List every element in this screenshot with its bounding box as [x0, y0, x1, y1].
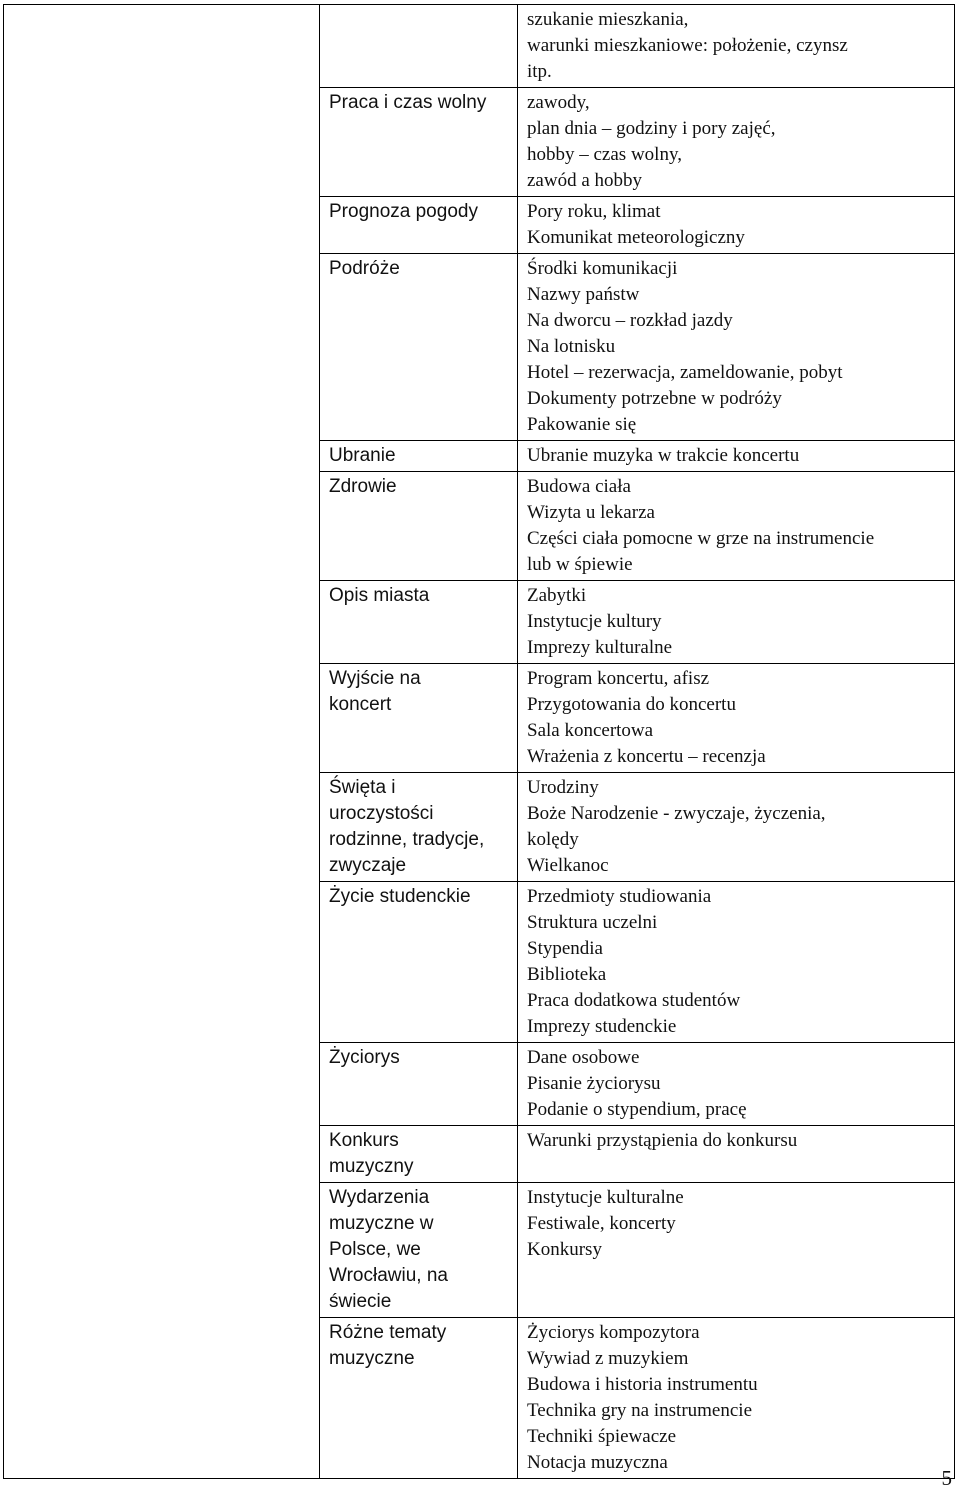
topic-label-cell — [320, 197, 518, 254]
topic-detail-line: Struktura uczelni — [527, 912, 658, 933]
topic-detail-line: Hotel – rezerwacja, zameldowanie, pobyt — [527, 362, 843, 383]
topic-details-cell — [518, 1318, 955, 1479]
topic-detail-line: zawód a hobby — [527, 170, 643, 191]
topic-detail-line: lub w śpiewie — [527, 554, 633, 575]
topic-label-line: Wrocławiu, na — [329, 1265, 448, 1286]
topic-detail-line: Przedmioty studiowania — [527, 886, 712, 907]
topic-detail-line: Wizyta u lekarza — [527, 502, 655, 523]
table-row — [4, 5, 955, 88]
topic-detail-line: Wielkanoc — [527, 855, 609, 876]
topic-detail-line: Instytucje kulturalne — [527, 1187, 684, 1208]
topic-label-cell — [320, 88, 518, 197]
topic-detail-line: warunki mieszkaniowe: położenie, czynsz — [527, 35, 848, 56]
topic-detail-line: Podanie o stypendium, pracę — [527, 1099, 747, 1120]
topic-detail-line: Urodziny — [527, 777, 599, 798]
topic-detail-line: Dokumenty potrzebne w podróży — [527, 388, 782, 409]
topic-detail-line: Imprezy studenckie — [527, 1016, 677, 1037]
topic-details-cell — [518, 1126, 955, 1183]
topic-label-cell — [320, 1126, 518, 1183]
topic-detail-line: itp. — [527, 61, 552, 82]
topic-detail-line: Praca dodatkowa studentów — [527, 990, 741, 1011]
topic-detail-line: Biblioteka — [527, 964, 607, 985]
topic-detail-line: Program koncertu, afisz — [527, 668, 710, 689]
topic-label-cell — [320, 664, 518, 773]
topic-detail-line: Dane osobowe — [527, 1047, 640, 1068]
topic-detail-line: Konkursy — [527, 1239, 602, 1260]
topic-detail-line: Pisanie życiorysu — [527, 1073, 661, 1094]
topic-details-cell — [518, 581, 955, 664]
topic-label-line: rodzinne, tradycje, — [329, 829, 485, 850]
topic-detail-line: Nazwy państw — [527, 284, 640, 305]
syllabus-table — [3, 4, 955, 1479]
topic-label-cell — [320, 254, 518, 441]
page-number: 5 — [941, 1466, 952, 1490]
topic-detail-line: Komunikat meteorologiczny — [527, 227, 745, 248]
topic-detail-line: Warunki przystąpienia do konkursu — [527, 1130, 798, 1151]
topic-detail-line: zawody, — [527, 92, 590, 113]
topic-label-cell — [320, 472, 518, 581]
topic-detail-line: Boże Narodzenie - zwyczaje, życzenia, — [527, 803, 826, 824]
topic-label-cell — [320, 1043, 518, 1126]
topic-detail-line: Części ciała pomocne w grze na instrumencie — [527, 528, 875, 549]
syllabus-table-body — [4, 5, 955, 1479]
topic-detail-line — [527, 1154, 946, 1180]
topic-detail-line: Imprezy kulturalne — [527, 637, 673, 658]
topic-detail-line: Budowa ciała — [527, 476, 631, 497]
topic-detail-line — [527, 1289, 946, 1315]
blank-left-column — [4, 5, 320, 1479]
topic-detail-line: Środki komunikacji — [527, 258, 678, 279]
topic-label-line: Wydarzenia — [329, 1187, 430, 1208]
topic-details-cell — [518, 1183, 955, 1318]
topic-details-cell — [518, 441, 955, 472]
topic-detail-line — [527, 1263, 946, 1289]
topic-detail-line: Sala koncertowa — [527, 720, 654, 741]
topic-details-cell — [518, 88, 955, 197]
topic-detail-line: Na lotnisku — [527, 336, 616, 357]
topic-details-cell — [518, 5, 955, 88]
topic-label-line: uroczystości — [329, 803, 434, 824]
topic-label-line: koncert — [329, 694, 392, 715]
topic-label-cell — [320, 441, 518, 472]
topic-label-line: świecie — [329, 1291, 392, 1312]
topic-label-line: muzyczny — [329, 1156, 414, 1177]
topic-detail-line: hobby – czas wolny, — [527, 144, 682, 165]
topic-label-line: muzyczne w — [329, 1213, 434, 1234]
topic-detail-line: Wrażenia z koncertu – recenzja — [527, 746, 766, 767]
topic-label-line: Życiorys — [329, 1047, 400, 1068]
topic-label-line: Konkurs — [329, 1130, 399, 1151]
topic-label-line: Opis miasta — [329, 585, 430, 606]
topic-label-cell — [320, 581, 518, 664]
topic-label-line: Praca i czas wolny — [329, 92, 487, 113]
topic-label-line: Życie studenckie — [329, 886, 471, 907]
topic-detail-line: Wywiad z muzykiem — [527, 1348, 689, 1369]
topic-label-cell — [320, 5, 518, 88]
topic-detail-line: Technika gry na instrumencie — [527, 1400, 753, 1421]
topic-details-cell — [518, 254, 955, 441]
topic-detail-line: Przygotowania do koncertu — [527, 694, 736, 715]
topic-label-cell — [320, 773, 518, 882]
topic-label-line: Zdrowie — [329, 476, 397, 497]
topic-detail-line: Na dworcu – rozkład jazdy — [527, 310, 733, 331]
topic-detail-line: plan dnia – godziny i pory zajęć, — [527, 118, 776, 139]
topic-detail-line: Festiwale, koncerty — [527, 1213, 676, 1234]
topic-label-line: Święta i — [329, 777, 396, 798]
topic-detail-line: Życiorys kompozytora — [527, 1322, 700, 1343]
topic-detail-line: Pory roku, klimat — [527, 201, 661, 222]
topic-label-cell — [320, 1318, 518, 1479]
topic-details-cell — [518, 664, 955, 773]
topic-details-cell — [518, 197, 955, 254]
topic-details-cell — [518, 472, 955, 581]
topic-detail-line: Zabytki — [527, 585, 587, 606]
topic-label-cell — [320, 882, 518, 1043]
topic-detail-line: Notacja muzyczna — [527, 1452, 668, 1473]
topic-label-line: Polsce, we — [329, 1239, 421, 1260]
topic-label-line: Podróże — [329, 258, 400, 279]
topic-label-line: Prognoza pogody — [329, 201, 478, 222]
topic-detail-line: Stypendia — [527, 938, 603, 959]
topic-detail-line: Pakowanie się — [527, 414, 637, 435]
topic-details-cell — [518, 882, 955, 1043]
topic-details-cell — [518, 1043, 955, 1126]
topic-detail-line: Instytucje kultury — [527, 611, 662, 632]
topic-details-cell — [518, 773, 955, 882]
topic-label-line: zwyczaje — [329, 855, 407, 876]
topic-detail-line: szukanie mieszkania, — [527, 9, 689, 30]
topic-label-line: Różne tematy — [329, 1322, 447, 1343]
topic-detail-line: Ubranie muzyka w trakcie koncertu — [527, 445, 800, 466]
topic-label-line: Ubranie — [329, 445, 396, 466]
topic-detail-line: Techniki śpiewacze — [527, 1426, 677, 1447]
topic-detail-line: Budowa i historia instrumentu — [527, 1374, 758, 1395]
topic-detail-line: kolędy — [527, 829, 579, 850]
topic-label-cell — [320, 1183, 518, 1318]
topic-label-line: Wyjście na — [329, 668, 421, 689]
topic-label-line: muzyczne — [329, 1348, 415, 1369]
